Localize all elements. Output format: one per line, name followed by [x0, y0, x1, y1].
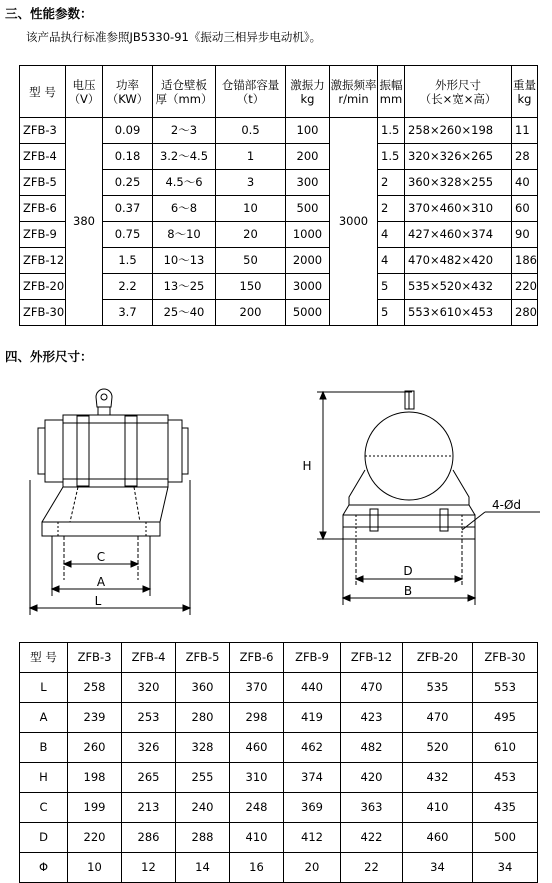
section-3-heading: 三、性能参数： — [5, 6, 93, 21]
cell-model: ZFB-3 — [20, 118, 66, 144]
cell-power: 0.37 — [103, 196, 153, 222]
cell-capacity: 150 — [216, 274, 286, 300]
dim-header-model: ZFB-12 — [341, 643, 403, 673]
cell-plate: 13～25 — [153, 274, 216, 300]
lifting-eye — [96, 389, 112, 407]
cell-model: ZFB-30 — [20, 300, 66, 326]
cell-amplitude: 5 — [378, 300, 405, 326]
header-text: 激振力 — [290, 77, 325, 92]
dim-value: 298 — [230, 703, 284, 733]
cell-plate: 2～3 — [153, 118, 216, 144]
dim-value: 260 — [68, 733, 122, 763]
header-text: 型 号 — [29, 84, 56, 99]
header-text: （KW） — [106, 91, 149, 106]
dim-header-model: ZFB-3 — [68, 643, 122, 673]
cell-capacity: 50 — [216, 248, 286, 274]
dim-value: 422 — [341, 823, 403, 853]
dim-value: 14 — [176, 853, 230, 883]
cell-weight: 280 — [512, 300, 538, 326]
dim-value: 370 — [230, 673, 284, 703]
cell-plate: 3.2～4.5 — [153, 144, 216, 170]
dim-value: 412 — [284, 823, 341, 853]
cell-weight: 60 — [512, 196, 538, 222]
dim-row-label: Φ — [20, 853, 68, 883]
cell-capacity: 3 — [216, 170, 286, 196]
motor-body — [63, 415, 168, 487]
dim-row — [20, 733, 538, 763]
dim-value: 410 — [403, 793, 473, 823]
header-text: （V） — [68, 91, 100, 106]
header-text: 电压 — [72, 77, 96, 92]
dim-value: 462 — [284, 733, 341, 763]
dim-value: 280 — [176, 703, 230, 733]
cell-plate: 10～13 — [153, 248, 216, 274]
dim-header-model: ZFB-9 — [284, 643, 341, 673]
dim-row-label: A — [20, 703, 68, 733]
dim-value: 34 — [473, 853, 538, 883]
cell-force: 500 — [286, 196, 330, 222]
cell-model: ZFB-6 — [20, 196, 66, 222]
label-A: A — [96, 575, 106, 589]
dim-value: 495 — [473, 703, 538, 733]
cell-capacity: 0.5 — [216, 118, 286, 144]
cell-plate: 25～40 — [153, 300, 216, 326]
dim-row-label: D — [20, 823, 68, 853]
dim-value: 553 — [473, 673, 538, 703]
left-end-cover — [45, 420, 63, 482]
dim-value: 22 — [341, 853, 403, 883]
dim-header-model: ZFB-5 — [176, 643, 230, 673]
right-end-cover — [168, 420, 182, 482]
cell-amplitude: 2 — [378, 170, 405, 196]
cell-size: 320×326×265 — [405, 144, 512, 170]
header-text: 振幅 — [379, 77, 403, 92]
cell-size: 535×520×432 — [405, 274, 512, 300]
cell-power: 0.18 — [103, 144, 153, 170]
cell-power: 2.2 — [103, 274, 153, 300]
dim-value: 286 — [122, 823, 176, 853]
dim-value: 482 — [341, 733, 403, 763]
dim-value: 16 — [230, 853, 284, 883]
cell-plate: 4.5～6 — [153, 170, 216, 196]
dim-header-model: ZFB-30 — [473, 643, 538, 673]
dim-header-model: ZFB-6 — [230, 643, 284, 673]
cell-plate: 8～10 — [153, 222, 216, 248]
dim-row — [20, 823, 538, 853]
dim-row-label: H — [20, 763, 68, 793]
cell-power: 0.09 — [103, 118, 153, 144]
dim-row-label: C — [20, 793, 68, 823]
dim-value: 10 — [68, 853, 122, 883]
label-D: D — [403, 564, 413, 578]
dim-value: 610 — [473, 733, 538, 763]
header-text: mm — [379, 91, 403, 106]
cell-size: 370×460×310 — [405, 196, 512, 222]
cell-weight: 28 — [512, 144, 538, 170]
cell-size: 553×610×453 — [405, 300, 512, 326]
cell-model: ZFB-5 — [20, 170, 66, 196]
header-text: 功率 — [116, 77, 139, 92]
cell-weight: 186 — [512, 248, 538, 274]
cell-power: 1.5 — [103, 248, 153, 274]
header-text: 仓锚部容量 — [221, 77, 280, 92]
dim-value: 369 — [284, 793, 341, 823]
cell-amplitude: 1.5 — [378, 144, 405, 170]
dim-value: 220 — [68, 823, 122, 853]
label-C: C — [96, 550, 106, 564]
header-text: kg — [300, 91, 315, 106]
cell-force: 3000 — [286, 274, 330, 300]
header-text: 激振频率 — [330, 77, 377, 92]
dim-value: 360 — [176, 673, 230, 703]
dim-row — [20, 793, 538, 823]
cell-frequency: 3000 — [330, 118, 378, 326]
cell-amplitude: 5 — [378, 274, 405, 300]
dim-value: 328 — [176, 733, 230, 763]
dim-value: 213 — [122, 793, 176, 823]
dim-value: 12 — [122, 853, 176, 883]
cell-power: 0.75 — [103, 222, 153, 248]
cell-plate: 6～8 — [153, 196, 216, 222]
cell-amplitude: 4 — [378, 222, 405, 248]
cell-model: ZFB-20 — [20, 274, 66, 300]
dim-value: 248 — [230, 793, 284, 823]
cell-size: 470×482×420 — [405, 248, 512, 274]
header-text: （长×宽×高） — [419, 91, 497, 106]
cell-capacity: 1 — [216, 144, 286, 170]
dim-value: 240 — [176, 793, 230, 823]
dim-value: 470 — [403, 703, 473, 733]
header-text: 厚（mm） — [155, 91, 213, 106]
standard-note: 该产品执行标准参照JB5330-91《振动三相异步电动机》。 — [26, 30, 322, 44]
cell-force: 2000 — [286, 248, 330, 274]
cell-weight: 90 — [512, 222, 538, 248]
dim-value: 535 — [403, 673, 473, 703]
cell-capacity: 200 — [216, 300, 286, 326]
section-4-heading: 四、外形尺寸： — [5, 349, 93, 364]
cell-weight: 220 — [512, 274, 538, 300]
dim-value: 20 — [284, 853, 341, 883]
dim-header-row — [20, 643, 538, 673]
dim-value: 435 — [473, 793, 538, 823]
cell-amplitude: 4 — [378, 248, 405, 274]
cell-amplitude: 1.5 — [378, 118, 405, 144]
cell-voltage: 380 — [66, 118, 103, 326]
cell-weight: 11 — [512, 118, 538, 144]
dim-value: 320 — [122, 673, 176, 703]
label-H: H — [302, 459, 312, 473]
dim-value: 265 — [122, 763, 176, 793]
cell-model: ZFB-9 — [20, 222, 66, 248]
dim-value: 420 — [341, 763, 403, 793]
cell-power: 0.25 — [103, 170, 153, 196]
cell-capacity: 20 — [216, 222, 286, 248]
cell-size: 258×260×198 — [405, 118, 512, 144]
cell-model: ZFB-4 — [20, 144, 66, 170]
cell-weight: 40 — [512, 170, 538, 196]
dim-row-label: B — [20, 733, 68, 763]
label-holes: 4-Ød — [492, 498, 522, 512]
dim-value: 363 — [341, 793, 403, 823]
dim-value: 198 — [68, 763, 122, 793]
dim-value: 253 — [122, 703, 176, 733]
dim-value: 520 — [403, 733, 473, 763]
dim-row — [20, 763, 538, 793]
dim-row — [20, 673, 538, 703]
dim-header-label: 型 号 — [20, 643, 68, 673]
dim-value: 423 — [341, 703, 403, 733]
cell-amplitude: 2 — [378, 196, 405, 222]
cell-model: ZFB-12 — [20, 248, 66, 274]
cell-size: 360×328×255 — [405, 170, 512, 196]
cell-force: 1000 — [286, 222, 330, 248]
dim-value: 500 — [473, 823, 538, 853]
cell-capacity: 10 — [216, 196, 286, 222]
dim-value: 460 — [230, 733, 284, 763]
dim-value: 453 — [473, 763, 538, 793]
cell-force: 100 — [286, 118, 330, 144]
dim-value: 34 — [403, 853, 473, 883]
dim-row — [20, 853, 538, 883]
dimensions-table — [19, 642, 538, 883]
dim-header-model: ZFB-20 — [403, 643, 473, 673]
label-L: L — [94, 594, 102, 608]
cell-size: 427×460×374 — [405, 222, 512, 248]
dim-value: 470 — [341, 673, 403, 703]
dim-value: 432 — [403, 763, 473, 793]
front-view-drawing — [30, 389, 190, 615]
header-text: 适仓壁板 — [161, 77, 207, 92]
dim-value: 255 — [176, 763, 230, 793]
dim-value: 460 — [403, 823, 473, 853]
header-text: 重量 — [513, 77, 536, 92]
cell-force: 300 — [286, 170, 330, 196]
dim-value: 310 — [230, 763, 284, 793]
header-text: （t） — [236, 91, 265, 106]
dim-value: 288 — [176, 823, 230, 853]
dim-row-label: L — [20, 673, 68, 703]
dim-value: 258 — [68, 673, 122, 703]
dim-row — [20, 703, 538, 733]
cell-power: 3.7 — [103, 300, 153, 326]
cell-force: 5000 — [286, 300, 330, 326]
dim-value: 440 — [284, 673, 341, 703]
dim-value: 326 — [122, 733, 176, 763]
dim-value: 199 — [68, 793, 122, 823]
mounting-base — [42, 522, 160, 536]
dim-value: 419 — [284, 703, 341, 733]
cell-force: 200 — [286, 144, 330, 170]
header-text: r/min — [338, 91, 369, 106]
dim-value: 374 — [284, 763, 341, 793]
label-B: B — [403, 584, 413, 598]
dim-value: 239 — [68, 703, 122, 733]
header-text: 外形尺寸 — [435, 77, 481, 92]
dim-value: 410 — [230, 823, 284, 853]
header-text: kg — [517, 91, 532, 106]
dim-header-model: ZFB-4 — [122, 643, 176, 673]
